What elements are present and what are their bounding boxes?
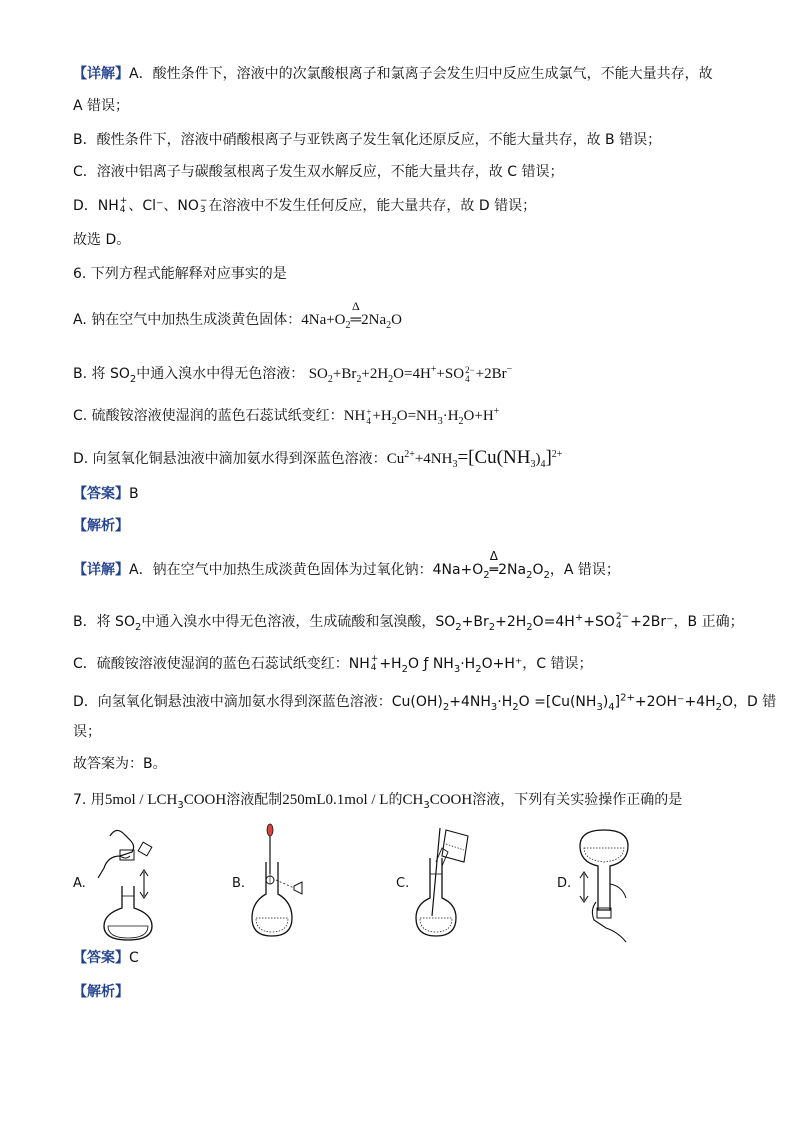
figure-c-glass-rod-pouring xyxy=(412,822,482,942)
q6-final: 故答案为：B。 xyxy=(73,756,167,772)
q7-analysis-label: 【解析】 xyxy=(73,984,129,1000)
option-d-label: D. xyxy=(557,876,572,891)
q6-answer: 【答案】B xyxy=(73,486,139,502)
q7-answer: 【答案】C xyxy=(73,950,139,966)
q6-analysis-label: 【解析】 xyxy=(73,518,129,534)
q6-detail-b: B．将 $SO_2$中通入溴水中得无色溶液，生成硫酸和氢溴酸，$SO_2+Br_2+2H_2O=4H^++SO$ 2− 4 +2Br⁻，B 正确； xyxy=(73,612,744,633)
p1-line2: A 错误； xyxy=(73,98,130,114)
q6-detail-d-cont: 误； xyxy=(73,724,101,740)
p1-line3: B．酸性条件下，溶液中硝酸根离子与亚铁离子发生氧化还原反应，不能大量共存，故 B 错误； xyxy=(73,132,662,148)
option-a-label: A. xyxy=(73,876,86,891)
q6-option-d: D. 向氢氧化铜悬浊液中滴加氨水得到深蓝色溶液：$Cu^{2+}+4NH_3=[Cu(NH_3)_4]^{2+}$ xyxy=(73,447,563,470)
figure-d-inverting-flask xyxy=(570,824,640,944)
figure-a-shake-flask xyxy=(90,826,170,942)
q6-detail-d: D．向氢氧化铜悬浊液中滴加氨水得到深蓝色溶液：$Cu(OH)_2+4NH_3\cdot H_2O =[Cu(NH_3)_4]^{2+}+2OH^-+4H_2O$，D 错 xyxy=(73,692,777,713)
q7-stem: 7. 用$5mol / LCH_3COOH$溶液配制250mL0.1mol / L的$CH_3COOH$溶液，下列有关实验操作正确的是 xyxy=(73,792,683,811)
q6-option-c: C. 硫酸铵溶液使湿润的蓝色石蕊试纸变红：NH + 4 $+H_2O=NH_3\cdot H_2O+H^+$ xyxy=(73,406,500,427)
p1-line4: C．溶液中铝离子与碳酸氢根离子发生双水解反应，不能大量共存，故 C 错误； xyxy=(73,164,564,180)
p1-line6: 故选 D。 xyxy=(73,232,131,248)
option-c-label: C. xyxy=(396,876,410,891)
q6-detail-a: 【详解】A．钠在空气中加热生成淡黄色固体为过氧化钠：$4Na+O_2$ Δ $═2Na_2O_2$，A 错误； xyxy=(73,549,620,581)
option-b-label: B. xyxy=(232,876,246,891)
p1-line1: 【详解】A．酸性条件下，溶液中的次氯酸根离子和氯离子会发生归中反应生成氯气，不能大量共存，故 xyxy=(73,66,713,82)
figure-b-dropper xyxy=(250,822,320,942)
q6-option-a: A. 钠在空气中加热生成淡黄色固体：$4Na+O_2$ Δ $═2Na_2O$ xyxy=(73,299,403,331)
detail-label: 【详解】 xyxy=(73,66,129,82)
q6-detail-c: C．硫酸铵溶液使湿润的蓝色石蕊试纸变红：NH + 4 $+H_2O$ ƒ $NH_3\cdot H_2O+H^+$，C 错误； xyxy=(73,654,593,675)
q6-option-b: B. 将 $SO_2$中通入溴水中得无色溶液： $SO_2+Br_2+2H_2O=4H^++SO$ 2− 4 +2Br− xyxy=(73,364,513,385)
q6-stem: 6. 下列方程式能解释对应事实的是 xyxy=(73,266,287,282)
p1-line5: D．NH + 4 、Cl⁻、NO − 3 在溶液中不发生任何反应，能大量共存，故 D 错误； xyxy=(73,196,537,215)
